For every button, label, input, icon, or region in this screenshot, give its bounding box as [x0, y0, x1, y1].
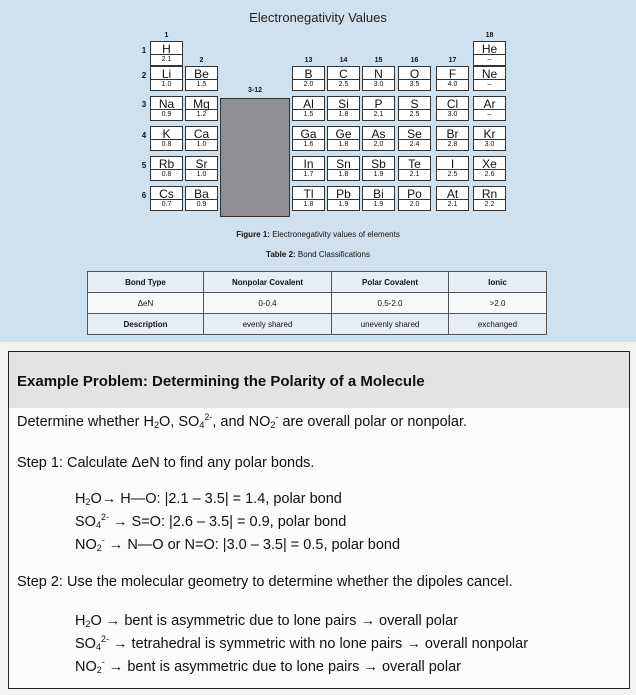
q-text: Determine whether H: [17, 414, 154, 430]
element-symbol: Tl: [303, 187, 314, 201]
element-Ge: [327, 126, 360, 151]
table-header: Nonpolar Covalent: [204, 272, 332, 293]
formula: H: [75, 613, 86, 629]
period-label-4: 4: [141, 131, 147, 140]
table-cell: evenly shared: [204, 314, 332, 335]
element-en: 0.8: [151, 139, 182, 149]
element-Ar: [473, 96, 506, 121]
transition-metals-block: [220, 98, 290, 217]
element-en: 1.8: [328, 139, 359, 149]
element-symbol: Po: [407, 187, 422, 201]
element-symbol: Ga: [300, 127, 317, 141]
element-symbol: Si: [338, 97, 349, 111]
element-en: 3.0: [437, 109, 468, 119]
element-en: 2.0: [363, 139, 394, 149]
element-en: 2.5: [399, 109, 430, 119]
figure-caption-text: Electronegativity values of elements: [269, 230, 400, 239]
periodic-table-title: Electronegativity Values: [249, 10, 387, 25]
element-symbol: Ba: [194, 187, 209, 201]
element-Rb: [150, 156, 183, 181]
figure-caption: [0, 230, 636, 239]
table-header: Bond Type: [88, 272, 204, 293]
table-cell: ΔeN: [88, 293, 204, 314]
group-label-17: 17: [448, 57, 457, 64]
formula: SO: [75, 636, 96, 652]
geometry-line: [75, 634, 528, 652]
element-Mg: [185, 96, 218, 121]
element-en: 1.8: [328, 109, 359, 119]
period-label-2: 2: [141, 71, 147, 80]
table-caption-text: Bond Classifications: [295, 250, 370, 259]
table-cell: unevenly shared: [332, 314, 449, 335]
formula-sup: 2-: [100, 512, 109, 522]
table-row: [88, 314, 547, 335]
element-en: 3.5: [399, 79, 430, 89]
element-en: 1.9: [363, 199, 394, 209]
element-Br: [436, 126, 469, 151]
element-Sb: [362, 156, 395, 181]
figure-caption-label: Figure 1:: [236, 230, 270, 239]
element-symbol: Ca: [193, 127, 210, 141]
element-en: 0.9: [151, 109, 182, 119]
element-en: 1.2: [186, 109, 217, 119]
element-K: [150, 126, 183, 151]
element-Rn: [473, 186, 506, 211]
formula: O: [90, 491, 102, 507]
group-label-1: 1: [164, 32, 169, 39]
group-label-18: 18: [485, 32, 494, 39]
q-sup: -: [275, 412, 279, 422]
element-en: 1.5: [186, 79, 217, 89]
element-Ca: [185, 126, 218, 151]
element-Pb: [327, 186, 360, 211]
element-symbol: S: [410, 97, 419, 111]
element-en: 2.0: [399, 199, 430, 209]
element-en: 2.5: [328, 79, 359, 89]
element-Cs: [150, 186, 183, 211]
element-en: 1.8: [328, 169, 359, 179]
element-P: [362, 96, 395, 121]
element-en: 2.1: [151, 54, 182, 64]
element-symbol: Cs: [159, 187, 174, 201]
element-Al: [292, 96, 325, 121]
element-symbol: K: [162, 127, 171, 141]
group-label-16: 16: [410, 57, 419, 64]
element-en: 2.5: [437, 169, 468, 179]
element-en: 3.0: [474, 139, 505, 149]
element-en: 1.9: [328, 199, 359, 209]
table-cell: 0-0.4: [204, 293, 332, 314]
element-en: 4.0: [437, 79, 468, 89]
element-symbol: C: [339, 67, 348, 81]
element-en: 1.6: [293, 139, 324, 149]
element-en: 0.9: [186, 199, 217, 209]
calc-text: → N—O or N=O: |3.0 – 3.5| = 0.5, polar bond: [104, 537, 401, 553]
element-symbol: At: [446, 187, 459, 201]
element-symbol: Ar: [483, 97, 496, 111]
element-Te: [398, 156, 431, 181]
element-symbol: Sn: [336, 157, 351, 171]
element-symbol: P: [374, 97, 383, 111]
element-I: [436, 156, 469, 181]
table-row: [88, 272, 547, 293]
table-cell: 0.5-2.0: [332, 293, 449, 314]
example-title: Example Problem: Determining the Polarity of a Molecule: [17, 373, 425, 390]
formula-sub: 4: [95, 520, 101, 530]
element-Li: [150, 66, 183, 91]
element-Be: [185, 66, 218, 91]
table-header: Polar Covalent: [332, 272, 449, 293]
element-Ne: [473, 66, 506, 91]
period-label-3: 3: [141, 100, 147, 109]
example-problem-box: [8, 351, 630, 689]
element-symbol: Sr: [195, 157, 208, 171]
element-C: [327, 66, 360, 91]
element-Sn: [327, 156, 360, 181]
geometry-text: → tetrahedral is symmetric with no lone pairs → overall nonpolar: [108, 636, 529, 652]
element-en: –: [474, 109, 505, 119]
element-symbol: H: [162, 42, 171, 56]
q-text: are overall polar or nonpolar.: [278, 414, 468, 430]
q-sup: 2-: [204, 412, 213, 422]
q-text: O, SO: [159, 414, 200, 430]
element-symbol: Be: [194, 67, 209, 81]
element-symbol: B: [304, 67, 313, 81]
element-symbol: O: [409, 67, 420, 81]
element-Tl: [292, 186, 325, 211]
geometry-line: [75, 611, 458, 629]
element-Na: [150, 96, 183, 121]
q-text: , and NO: [212, 414, 271, 430]
element-symbol: Na: [158, 97, 175, 111]
element-symbol: N: [374, 67, 383, 81]
period-label-5: 5: [141, 161, 147, 170]
element-en: 2.1: [363, 109, 394, 119]
element-Bi: [362, 186, 395, 211]
formula-sup: 2-: [100, 634, 109, 644]
formula-sup: -: [101, 657, 105, 667]
element-en: 1.0: [151, 79, 182, 89]
element-O: [398, 66, 431, 91]
step-2-label: Step 2: Use the molecular geometry to determine whether the dipoles cancel.: [17, 574, 513, 590]
element-en: 1.0: [186, 139, 217, 149]
element-symbol: He: [481, 42, 498, 56]
element-symbol: Sb: [371, 157, 386, 171]
element-en: 2.0: [293, 79, 324, 89]
element-Kr: [473, 126, 506, 151]
element-In: [292, 156, 325, 181]
table-cell: Description: [88, 314, 204, 335]
element-symbol: Rn: [481, 187, 498, 201]
formula: SO: [75, 514, 96, 530]
formula-sub: 4: [95, 642, 101, 652]
element-symbol: I: [450, 157, 455, 171]
element-Po: [398, 186, 431, 211]
table-cell: exchanged: [449, 314, 547, 335]
table-row: [88, 293, 547, 314]
group-label-15: 15: [374, 57, 383, 64]
formula-sub: 2: [85, 497, 91, 507]
element-symbol: Rb: [158, 157, 175, 171]
element-symbol: Mg: [193, 97, 210, 111]
calc-text: → H—O: |2.1 – 3.5| = 1.4, polar bond: [101, 491, 342, 507]
formula: NO: [75, 659, 97, 675]
element-en: 1.0: [186, 169, 217, 179]
element-symbol: Bi: [373, 187, 384, 201]
element-Se: [398, 126, 431, 151]
group-label-13: 13: [304, 57, 313, 64]
element-en: 0.8: [151, 169, 182, 179]
element-F: [436, 66, 469, 91]
element-en: 2.1: [437, 199, 468, 209]
element-Ga: [292, 126, 325, 151]
element-symbol: Li: [161, 67, 172, 81]
element-en: 1.8: [293, 199, 324, 209]
calc-line: [75, 512, 346, 530]
element-en: 2.8: [437, 139, 468, 149]
element-As: [362, 126, 395, 151]
element-symbol: Ne: [481, 67, 498, 81]
q-sub: 2: [270, 420, 276, 430]
formula-sup: -: [101, 535, 105, 545]
element-en: 2.6: [474, 169, 505, 179]
table-caption: [0, 250, 636, 259]
element-en: 1.5: [293, 109, 324, 119]
element-en: 0.7: [151, 199, 182, 209]
formula: NO: [75, 537, 97, 553]
table-header: Ionic: [449, 272, 547, 293]
element-symbol: Kr: [483, 127, 496, 141]
q-sub: 2: [154, 420, 160, 430]
calc-line: [75, 489, 342, 507]
element-en: 2.2: [474, 199, 505, 209]
formula-sub: 2: [96, 665, 102, 675]
group-label-14: 14: [339, 57, 348, 64]
element-He: [473, 41, 506, 66]
calc-line: [75, 535, 400, 553]
element-B: [292, 66, 325, 91]
element-Cl: [436, 96, 469, 121]
formula: H: [75, 491, 86, 507]
element-symbol: As: [371, 127, 386, 141]
element-en: –: [474, 54, 505, 64]
element-Sr: [185, 156, 218, 181]
table-caption-label: Table 2:: [266, 250, 296, 259]
element-symbol: Xe: [482, 157, 497, 171]
element-H: [150, 41, 183, 66]
element-At: [436, 186, 469, 211]
bond-classification-table: [87, 271, 547, 335]
element-en: 1.7: [293, 169, 324, 179]
q-sub: 4: [199, 420, 205, 430]
element-Ba: [185, 186, 218, 211]
geometry-text: → bent is asymmetric due to lone pairs → overall polar: [101, 613, 458, 629]
element-Si: [327, 96, 360, 121]
period-label-6: 6: [141, 191, 147, 200]
group-label-3-12: 3-12: [247, 87, 262, 94]
element-symbol: F: [448, 67, 457, 81]
formula-sub: 2: [96, 543, 102, 553]
group-label-2: 2: [199, 57, 204, 64]
element-en: 2.4: [399, 139, 430, 149]
periodic-table-panel: [0, 0, 636, 342]
element-en: 2.1: [399, 169, 430, 179]
element-symbol: Te: [408, 157, 421, 171]
element-symbol: Br: [446, 127, 459, 141]
element-en: 3.0: [363, 79, 394, 89]
element-en: –: [474, 79, 505, 89]
element-N: [362, 66, 395, 91]
element-S: [398, 96, 431, 121]
element-symbol: Pb: [336, 187, 351, 201]
geometry-text: → bent is asymmetric due to lone pairs → overall polar: [104, 659, 461, 675]
element-Xe: [473, 156, 506, 181]
geometry-line: [75, 657, 461, 675]
example-question: [17, 412, 467, 430]
element-symbol: In: [303, 157, 314, 171]
period-label-1: 1: [141, 46, 147, 55]
table-cell: >2.0: [449, 293, 547, 314]
formula: O: [90, 613, 102, 629]
formula-sub: 2: [85, 619, 91, 629]
element-symbol: Se: [407, 127, 422, 141]
element-symbol: Ge: [335, 127, 352, 141]
calc-text: → S=O: |2.6 – 3.5| = 0.9, polar bond: [108, 514, 347, 530]
element-symbol: Al: [303, 97, 314, 111]
element-en: 1.9: [363, 169, 394, 179]
step-1-label: Step 1: Calculate ΔeN to find any polar bonds.: [17, 455, 315, 471]
element-symbol: Cl: [446, 97, 459, 111]
